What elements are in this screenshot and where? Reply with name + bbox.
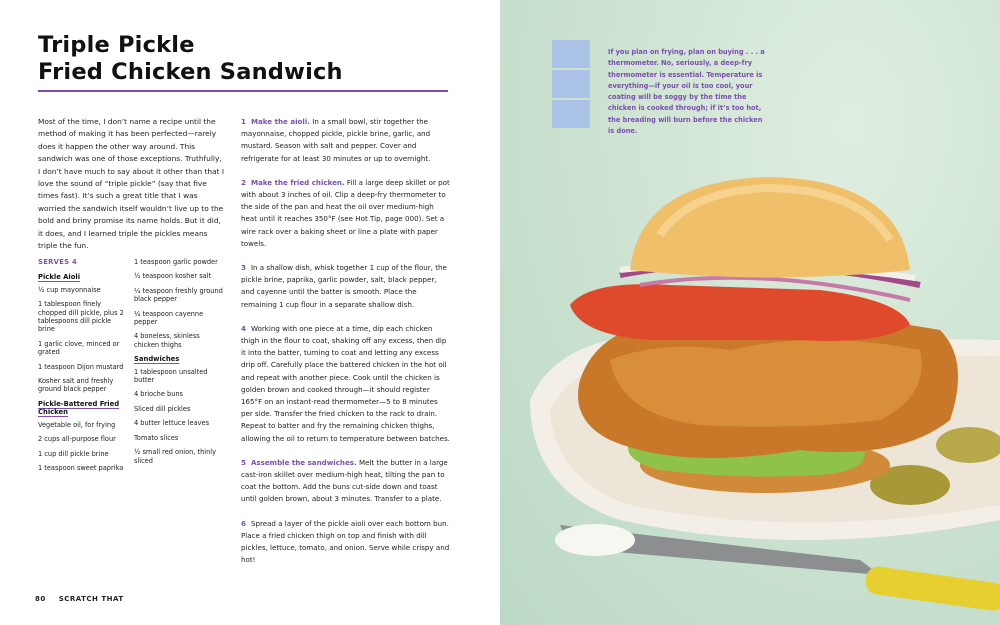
recipe-title	[38, 32, 343, 86]
sandwiches-heading: Sandwiches	[134, 355, 180, 364]
ingredient-item: 2 cups all-purpose flour	[38, 435, 116, 444]
badge-letter-h: H	[552, 40, 590, 68]
badge-letter-o: O	[552, 70, 590, 98]
title-line-1: Triple Pickle	[38, 32, 195, 58]
chicken-heading: Pickle-Battered Fried Chicken	[38, 399, 120, 417]
serves-label: SERVES 4	[38, 258, 78, 266]
top-bun	[630, 177, 910, 278]
ingredient-item: 1 teaspoon sweet paprika	[38, 463, 124, 472]
ingredient-item: 4 brioche buns	[134, 390, 183, 399]
ingredient-item: ½ small red onion, thinly sliced	[134, 448, 217, 465]
step-3: 3 In a shallow dish, whisk together 1 cup of the flour, the pickle brine, paprika, garlic powder, salt, black pepper, and cayenne until the batter is smooth. Place the remaining 1 cup flour in a separate shallow dish.	[241, 263, 447, 309]
right-page-photo	[500, 0, 1000, 625]
ingredient-item: 1 teaspoon Dijon mustard	[38, 362, 124, 371]
ingredient-item: 4 boneless, skinless chicken thighs	[134, 332, 200, 349]
running-head: SCRATCH THAT	[58, 595, 124, 603]
ingredient-item: ¼ teaspoon cayenne pepper	[134, 309, 204, 327]
ingredient-item: Vegetable oil, for frying	[38, 420, 116, 429]
pickle-aioli-list	[38, 286, 126, 394]
chicken-highlight	[610, 340, 922, 427]
chicken-list-b	[134, 258, 226, 349]
headnote: Most of the time, I don’t name a recipe until the method of making it has been perfected—rarely does it happen the other way around. This sandwich was one of those exceptions. Truthfully, I don’t have much to say about it other than that I love the sound of “triple pickle” (say that five times fast). It’s such a great title that I was worried the sandwich itself wouldn’t live up to the bold and briny promise its name holds. But it did, it does, and I learned triple the pickles means triple the fun.	[38, 117, 225, 251]
title-line-2: Fried Chicken Sandwich	[38, 59, 343, 85]
ingredient-item: Sliced dill pickles	[134, 404, 191, 413]
ingredient-item: 1 tablespoon finely chopped dill pickle, plus 2 tablespoons dill pickle brine	[38, 300, 124, 334]
hot-tip-badge	[552, 40, 592, 132]
method-steps	[241, 116, 451, 579]
title-divider	[38, 90, 448, 92]
ingredient-item: Kosher salt and freshly ground black pepper	[38, 377, 114, 394]
tomato-slice	[570, 284, 910, 341]
ingredient-item: 1 cup dill pickle brine	[38, 449, 109, 458]
page-footer	[35, 595, 124, 603]
chicken-list-a	[38, 421, 126, 473]
ingredient-item: 1 tablespoon unsalted butter	[134, 367, 208, 385]
ingredient-item: ½ teaspoon kosher salt	[134, 272, 212, 281]
ingredient-item: ½ cup mayonnaise	[38, 285, 101, 294]
step-1: 1 Make the aioli. In a small bowl, stir together the mayonnaise, chopped pickle, pickle brine, garlic, and mustard. Season with salt and pepper. Cover and refrigerate for at least 30 minutes or up to overnight.	[241, 117, 431, 163]
knife-handle	[864, 565, 1000, 612]
ingredient-item: ¼ teaspoon freshly ground black pepper	[134, 286, 223, 304]
page-number: 80	[35, 595, 46, 603]
ingredient-item: 1 garlic clove, minced or grated	[38, 339, 120, 357]
ingredient-item: Tomato slices	[134, 433, 179, 442]
hot-tip-text: If you plan on frying, plan on buying . . . a thermometer. No, seriously, a deep-fry thermometer is essential. Temperature is everything—if your oil is too cool, your coating will be soggy by the time the chicken is cooked through; if it’s too hot, the breading will burn before the chicken is done.	[608, 48, 765, 136]
step-2: 2 Make the fried chicken. Fill a large deep skillet or pot with about 3 inches of oil. Clip a deep-fry thermometer to the side of the pan and heat the oil over medium-high heat until it reaches 350°F (see Hot Tip, page 000). Set a wire rack over a baking sheet or line a plate with paper towels.	[241, 177, 450, 248]
ingredient-item: 1 teaspoon garlic powder	[134, 258, 218, 266]
step-4: 4 Working with one piece at a time, dip each chicken thigh in the flour to coat, shaking off any excess, then dip it into the batter, turning to coat and letting any excess drip off. Carefully place the battered chicken in the hot oil and repeat with another piece. Cook until the chicken is golden brown and cooked through—it should register 165°F on an instant-read thermometer—5 to 8 minutes per side. Transfer the fried chicken to the rack to drain. Repeat to batter and fry the remaining chicken thighs, allowing the oil to return to temperature between batches.	[241, 323, 450, 443]
aioli-dollop	[555, 524, 635, 556]
sandwiches-list	[134, 368, 226, 465]
pickle-aioli-heading: Pickle Aioli	[38, 273, 81, 282]
step-5: 5 Assemble the sandwiches. Melt the butter in a large cast-iron skillet over medium-high heat, tilting the pan to coat the bottom. Add the buns cut-side down and toast until golden brown, about 3 minutes. Transfer to a plate.	[241, 457, 448, 504]
ingredients-column-1	[38, 258, 126, 478]
ingredients-column-2	[134, 258, 226, 471]
step-6: 6 Spread a layer of the pickle aioli over each bottom bun. Place a fried chicken thigh on top and finish with dill pickles, lettuce, tomato, and onion. Serve while crispy and hot!	[241, 518, 450, 565]
ingredient-item: 4 butter lettuce leaves	[134, 419, 210, 428]
badge-letter-t: T	[552, 100, 590, 128]
